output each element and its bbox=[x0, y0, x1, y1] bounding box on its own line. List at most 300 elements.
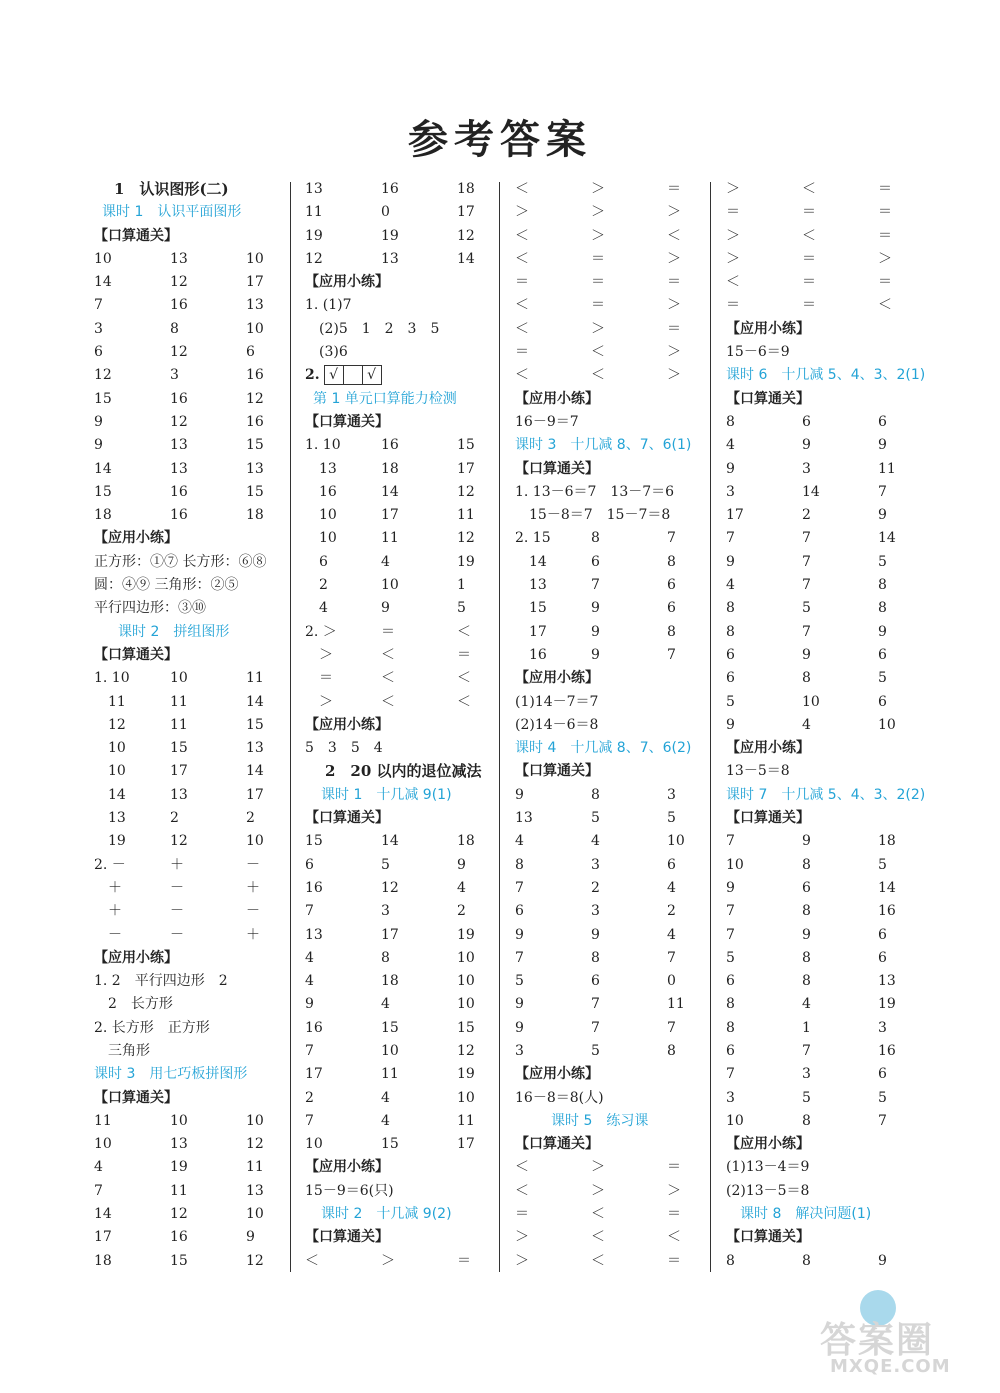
answer-cell: 13 bbox=[170, 786, 188, 803]
answer-cell: 11 bbox=[667, 996, 685, 1013]
answer-row bbox=[726, 1017, 926, 1040]
answer-row bbox=[305, 1087, 505, 1110]
answer-row bbox=[305, 504, 505, 527]
answer-cell: 12 bbox=[170, 344, 188, 361]
answer-row bbox=[726, 551, 926, 574]
answer-cell: 6 bbox=[878, 949, 887, 966]
answer-cell: ＜ bbox=[515, 1159, 529, 1176]
answer-cell: 6 bbox=[802, 879, 811, 896]
answer-row bbox=[305, 947, 505, 970]
answer-cell: 10 bbox=[94, 1136, 112, 1153]
answer-row bbox=[94, 458, 294, 481]
answer-cell: 1. 10 bbox=[305, 437, 341, 454]
answer-line bbox=[305, 411, 505, 434]
answer-cell: 4 bbox=[591, 833, 600, 850]
answer-cell: 6 bbox=[878, 646, 887, 663]
answer-cell: 14 bbox=[381, 833, 399, 850]
answer-row bbox=[305, 201, 505, 224]
answer-text: (2)14－6＝8 bbox=[515, 716, 599, 733]
answer-cell: 7 bbox=[305, 903, 314, 920]
section-heading: 【口算通关】 bbox=[305, 413, 389, 430]
answer-cell: 17 bbox=[305, 1066, 323, 1083]
answer-cell: 8 bbox=[726, 623, 735, 640]
answer-row bbox=[94, 737, 294, 760]
answer-cell: 16 bbox=[246, 413, 264, 430]
answer-row bbox=[94, 1250, 294, 1273]
answer-cell: ＞ bbox=[667, 367, 681, 384]
answer-cell: ＝ bbox=[878, 274, 892, 291]
answer-text: (1)14－7＝7 bbox=[515, 693, 599, 710]
unit-title: 1 认识图形(二) bbox=[114, 180, 229, 198]
checkbox-answer-row bbox=[305, 364, 505, 387]
answer-cell: 5 bbox=[381, 856, 390, 873]
answer-cell: 3 bbox=[94, 320, 103, 337]
answer-line bbox=[305, 318, 505, 341]
answer-row bbox=[515, 784, 715, 807]
answer-cell: 3 bbox=[878, 1019, 887, 1036]
answer-cell: 10 bbox=[94, 763, 126, 780]
answer-row bbox=[305, 621, 505, 644]
answer-line bbox=[94, 970, 294, 993]
answer-line bbox=[515, 691, 715, 714]
answer-cell: 10 bbox=[246, 1112, 264, 1129]
answer-row bbox=[94, 1226, 294, 1249]
answer-text: 2 长方形 bbox=[94, 996, 173, 1013]
answer-text: 1. (1)7 bbox=[305, 297, 352, 314]
answer-cell: 19 bbox=[94, 833, 126, 850]
answer-row bbox=[726, 458, 926, 481]
answer-row bbox=[94, 854, 294, 877]
answer-cell: 15 bbox=[170, 740, 188, 757]
answer-cell: 9 bbox=[726, 716, 735, 733]
answer-cell: 9 bbox=[878, 507, 887, 524]
answer-row bbox=[726, 574, 926, 597]
answer-text: 15－8＝7 15－7＝8 bbox=[515, 507, 671, 524]
answer-cell: 9 bbox=[878, 437, 887, 454]
answer-cell: 13 bbox=[246, 1182, 264, 1199]
answer-cell: 4 bbox=[381, 1112, 390, 1129]
answer-cell: 12 bbox=[170, 413, 188, 430]
answer-row bbox=[726, 714, 926, 737]
answer-cell: 14 bbox=[246, 763, 264, 780]
answer-cell: 8 bbox=[170, 320, 179, 337]
answer-cell: 17 bbox=[457, 460, 475, 477]
answer-cell: ＝ bbox=[591, 250, 605, 267]
answer-cell: 13 bbox=[515, 577, 547, 594]
answer-cell: 14 bbox=[457, 250, 475, 267]
answer-cell: 4 bbox=[381, 553, 390, 570]
answer-row bbox=[726, 271, 926, 294]
answer-cell: 11 bbox=[457, 1112, 475, 1129]
answer-row bbox=[94, 900, 294, 923]
answer-cell: 17 bbox=[726, 507, 744, 524]
answer-cell: ＝ bbox=[515, 1206, 529, 1223]
answer-line bbox=[94, 644, 294, 667]
answer-cell: 3 bbox=[802, 1066, 811, 1083]
answer-text: 16－8＝8(人) bbox=[515, 1089, 604, 1106]
answer-cell: 11 bbox=[457, 507, 475, 524]
answer-line bbox=[94, 574, 294, 597]
answer-row bbox=[305, 551, 505, 574]
answer-line bbox=[726, 1203, 926, 1226]
section-heading: 【应用小练】 bbox=[726, 740, 810, 757]
answer-cell: 1 bbox=[802, 1019, 811, 1036]
answer-cell: ＞ bbox=[726, 250, 740, 267]
answer-cell: 8 bbox=[726, 1019, 735, 1036]
answer-cell: 18 bbox=[246, 507, 264, 524]
answer-cell: ＝ bbox=[878, 204, 892, 221]
answer-cell: 12 bbox=[94, 367, 112, 384]
answer-row bbox=[515, 178, 715, 201]
answer-cell: 17 bbox=[246, 274, 264, 291]
answer-row bbox=[515, 341, 715, 364]
section-heading: 【应用小练】 bbox=[305, 274, 389, 291]
answer-row bbox=[515, 993, 715, 1016]
section-heading: 【应用小练】 bbox=[94, 530, 178, 547]
answer-cell: ＋ bbox=[246, 879, 260, 896]
answer-cell: 8 bbox=[667, 553, 676, 570]
answer-cell: 13 bbox=[246, 740, 264, 757]
answer-cell: ＜ bbox=[457, 693, 471, 710]
answer-cell: ＞ bbox=[381, 1252, 395, 1269]
answer-row bbox=[94, 1156, 294, 1179]
answer-cell: 9 bbox=[515, 926, 524, 943]
answer-cell: ＞ bbox=[515, 1229, 529, 1246]
answer-cell: ＞ bbox=[667, 344, 681, 361]
answer-column-1 bbox=[94, 178, 294, 1278]
answer-row bbox=[515, 1250, 715, 1273]
answer-row bbox=[305, 993, 505, 1016]
answer-cell: 8 bbox=[591, 786, 600, 803]
answer-cell: 12 bbox=[246, 1252, 264, 1269]
answer-cell: 14 bbox=[94, 1206, 112, 1223]
answer-cell: 3 bbox=[667, 786, 676, 803]
answer-row bbox=[94, 411, 294, 434]
answer-line bbox=[515, 1110, 715, 1133]
answer-row bbox=[726, 854, 926, 877]
lesson-title: 课时 3 用七巧板拼图形 bbox=[94, 1066, 248, 1083]
answer-row bbox=[726, 621, 926, 644]
answer-cell: 3 bbox=[726, 1089, 735, 1106]
answer-row bbox=[726, 970, 926, 993]
answer-row bbox=[94, 481, 294, 504]
answer-cell: 16 bbox=[170, 1229, 188, 1246]
answer-line bbox=[515, 411, 715, 434]
answer-cell: 12 bbox=[305, 250, 323, 267]
answer-cell: 4 bbox=[802, 996, 811, 1013]
answer-line bbox=[515, 388, 715, 411]
answer-cell: 8 bbox=[726, 996, 735, 1013]
answer-cell: 11 bbox=[381, 1066, 399, 1083]
answer-cell: 7 bbox=[305, 1042, 314, 1059]
answer-cell: 6 bbox=[305, 553, 328, 570]
answer-cell: ＜ bbox=[591, 344, 605, 361]
answer-cell: 8 bbox=[726, 1252, 735, 1269]
answer-row bbox=[515, 271, 715, 294]
answer-cell: 9 bbox=[94, 437, 103, 454]
answer-cell: 9 bbox=[878, 1252, 887, 1269]
answer-row bbox=[515, 201, 715, 224]
answer-cell: 16 bbox=[246, 367, 264, 384]
answer-cell: 4 bbox=[515, 833, 524, 850]
answer-cell: ＝ bbox=[802, 250, 816, 267]
answer-cell: 5 bbox=[591, 1042, 600, 1059]
answer-cell: 6 bbox=[667, 577, 676, 594]
answer-cell: 15 bbox=[381, 1019, 399, 1036]
answer-cell: ＝ bbox=[726, 204, 740, 221]
answer-line bbox=[515, 504, 715, 527]
answer-cell: ＞ bbox=[726, 181, 740, 197]
answer-cell: 4 bbox=[305, 949, 314, 966]
answer-row bbox=[515, 924, 715, 947]
answer-cell: 8 bbox=[802, 973, 811, 990]
answer-cell: ＝ bbox=[667, 1252, 681, 1269]
answer-cell: － bbox=[170, 879, 184, 896]
answer-cell: 7 bbox=[667, 530, 676, 547]
answer-cell: 3 bbox=[591, 856, 600, 873]
answer-cell: ＜ bbox=[381, 693, 395, 710]
answer-cell: 19 bbox=[457, 926, 475, 943]
answer-text: 平行四边形：③⑩ bbox=[94, 600, 206, 617]
answer-cell: 10 bbox=[246, 833, 264, 850]
answer-cell: 4 bbox=[305, 973, 314, 990]
answer-row bbox=[305, 481, 505, 504]
answer-cell: 15 bbox=[246, 716, 264, 733]
answer-cell: ＜ bbox=[591, 1252, 605, 1269]
answer-cell: ＋ bbox=[94, 903, 122, 920]
section-heading: 【应用小练】 bbox=[515, 390, 599, 407]
answer-cell: 7 bbox=[726, 926, 735, 943]
answer-cell: ＝ bbox=[305, 670, 333, 687]
answer-row bbox=[515, 1180, 715, 1203]
answer-text: 圆：④⑨ 三角形：②⑤ bbox=[94, 577, 239, 594]
answer-row bbox=[94, 271, 294, 294]
answer-cell: 8 bbox=[591, 949, 600, 966]
answer-cell: 17 bbox=[246, 786, 264, 803]
answer-line bbox=[94, 1040, 294, 1063]
answer-row bbox=[726, 993, 926, 1016]
answer-cell: 2. ＞ bbox=[305, 623, 337, 640]
answer-cell: 7 bbox=[726, 530, 735, 547]
answer-cell: 9 bbox=[726, 879, 735, 896]
answer-cell: ＜ bbox=[381, 670, 395, 687]
answer-cell: ＞ bbox=[515, 204, 529, 221]
answer-cell: ＞ bbox=[305, 646, 333, 663]
answer-row bbox=[726, 924, 926, 947]
answer-cell: 6 bbox=[878, 926, 887, 943]
answer-cell: 10 bbox=[305, 1136, 323, 1153]
answer-row bbox=[305, 830, 505, 853]
answer-line bbox=[726, 737, 926, 760]
answer-cell: 9 bbox=[94, 413, 103, 430]
answer-cell: 13 bbox=[170, 250, 188, 267]
column-divider bbox=[710, 182, 711, 1272]
answer-row bbox=[515, 947, 715, 970]
answer-row bbox=[726, 830, 926, 853]
answer-line bbox=[726, 760, 926, 783]
answer-cell: ＋ bbox=[94, 879, 122, 896]
answer-cell: 9 bbox=[515, 996, 524, 1013]
answer-line bbox=[305, 784, 505, 807]
answer-line bbox=[305, 807, 505, 830]
answer-cell: 19 bbox=[381, 227, 399, 244]
answer-line bbox=[94, 201, 294, 224]
answer-row bbox=[726, 481, 926, 504]
answer-cell: ＞ bbox=[591, 1182, 605, 1199]
answer-cell: 7 bbox=[802, 1042, 811, 1059]
answer-cell: 9 bbox=[802, 437, 811, 454]
answer-cell: 4 bbox=[802, 716, 811, 733]
answer-cell: 11 bbox=[305, 204, 323, 221]
answer-cell: 8 bbox=[515, 856, 524, 873]
answer-cell: 8 bbox=[802, 1112, 811, 1129]
answer-cell: 6 bbox=[246, 344, 255, 361]
answer-cell: 15 bbox=[457, 1019, 475, 1036]
answer-cell: ＞ bbox=[878, 250, 892, 267]
lesson-title: 课时 5 练习课 bbox=[551, 1112, 649, 1129]
answer-row bbox=[94, 248, 294, 271]
answer-cell: 4 bbox=[726, 437, 735, 454]
answer-cell: 13 bbox=[246, 460, 264, 477]
answer-cell: 9 bbox=[246, 1229, 255, 1246]
answer-line bbox=[726, 784, 926, 807]
answer-cell: 15 bbox=[246, 483, 264, 500]
answer-row bbox=[515, 294, 715, 317]
lesson-title: 课时 6 十几减 5、4、3、2(1) bbox=[726, 367, 926, 384]
answer-line bbox=[94, 551, 294, 574]
answer-row bbox=[515, 854, 715, 877]
answer-row bbox=[726, 667, 926, 690]
answer-row bbox=[94, 388, 294, 411]
answer-cell: 13 bbox=[305, 926, 323, 943]
answer-line bbox=[726, 1226, 926, 1249]
answer-cell: 13 bbox=[94, 810, 126, 827]
answer-row bbox=[726, 900, 926, 923]
answer-line bbox=[515, 1133, 715, 1156]
answer-cell: 7 bbox=[667, 949, 676, 966]
answer-cell: 13 bbox=[381, 250, 399, 267]
answer-cell: 7 bbox=[515, 879, 524, 896]
question-number: 2. bbox=[305, 367, 320, 384]
answer-cell: ＝ bbox=[667, 274, 681, 291]
answer-cell: ＝ bbox=[457, 1252, 471, 1269]
answer-cell: 8 bbox=[726, 413, 735, 430]
answer-cell: ＝ bbox=[667, 320, 681, 337]
answer-cell: ＝ bbox=[591, 297, 605, 314]
answer-cell: 8 bbox=[726, 600, 735, 617]
answer-cell: 12 bbox=[170, 274, 188, 291]
answer-cell: 6 bbox=[591, 973, 600, 990]
answer-line bbox=[515, 667, 715, 690]
answer-cell: ＞ bbox=[591, 227, 605, 244]
answer-line bbox=[305, 341, 505, 364]
section-heading: 【口算通关】 bbox=[94, 1089, 178, 1106]
answer-cell: 13 bbox=[305, 460, 337, 477]
answer-cell: 14 bbox=[515, 553, 547, 570]
answer-row bbox=[726, 178, 926, 201]
answer-cell: ＝ bbox=[515, 344, 529, 361]
answer-cell: 2 bbox=[305, 1089, 314, 1106]
answer-cell: 2. － bbox=[94, 856, 126, 873]
answer-cell: 14 bbox=[878, 530, 896, 547]
answer-text: 三角形 bbox=[94, 1042, 150, 1059]
answer-cell: 2 bbox=[667, 903, 676, 920]
answer-line bbox=[515, 737, 715, 760]
answer-cell: 10 bbox=[381, 1042, 399, 1059]
answer-cell: 14 bbox=[94, 786, 126, 803]
section-heading: 【应用小练】 bbox=[726, 320, 810, 337]
answer-cell: 7 bbox=[726, 833, 735, 850]
answer-cell: 9 bbox=[515, 786, 524, 803]
answer-cell: 7 bbox=[591, 577, 600, 594]
answer-row bbox=[305, 527, 505, 550]
answer-cell: ＞ bbox=[591, 1159, 605, 1176]
answer-row bbox=[305, 691, 505, 714]
answer-line bbox=[726, 1180, 926, 1203]
answer-line bbox=[305, 714, 505, 737]
answer-cell: 6 bbox=[591, 553, 600, 570]
answer-line bbox=[305, 388, 505, 411]
answer-cell: 3 bbox=[170, 367, 179, 384]
answer-cell: 6 bbox=[878, 693, 887, 710]
answer-cell: 16 bbox=[170, 507, 188, 524]
answer-cell: 0 bbox=[667, 973, 676, 990]
answer-cell: 4 bbox=[94, 1159, 103, 1176]
answer-cell: 15 bbox=[94, 483, 112, 500]
section-heading: 【应用小练】 bbox=[94, 949, 178, 966]
answer-cell: 5 bbox=[726, 693, 735, 710]
answer-row bbox=[305, 248, 505, 271]
answer-cell: － bbox=[170, 903, 184, 920]
answer-text: 16－9＝7 bbox=[515, 413, 579, 430]
answer-cell: 15 bbox=[381, 1136, 399, 1153]
answer-cell: 8 bbox=[802, 949, 811, 966]
answer-line bbox=[305, 1156, 505, 1179]
answer-row bbox=[305, 434, 505, 457]
section-heading: 【应用小练】 bbox=[515, 1066, 599, 1083]
answer-cell: 13 bbox=[170, 1136, 188, 1153]
answer-cell: 8 bbox=[667, 623, 676, 640]
answer-cell: ＜ bbox=[515, 1182, 529, 1199]
answer-line bbox=[515, 1063, 715, 1086]
answer-row bbox=[305, 1250, 505, 1273]
answer-cell: 10 bbox=[305, 507, 337, 524]
answer-cell: 11 bbox=[381, 530, 399, 547]
answer-cell: 18 bbox=[878, 833, 896, 850]
answer-cell: 13 bbox=[170, 437, 188, 454]
answer-cell: 10 bbox=[802, 693, 820, 710]
answer-row bbox=[515, 807, 715, 830]
answer-cell: 6 bbox=[667, 856, 676, 873]
answer-cell: 9 bbox=[591, 926, 600, 943]
answer-cell: ＜ bbox=[726, 274, 740, 291]
answer-cell: ＝ bbox=[381, 623, 395, 640]
lesson-title: 课时 2 拼组图形 bbox=[118, 623, 230, 640]
answer-line bbox=[305, 294, 505, 317]
answer-cell: ＜ bbox=[667, 227, 681, 244]
answer-cell: ＜ bbox=[381, 646, 395, 663]
answer-row bbox=[515, 318, 715, 341]
answer-cell: 6 bbox=[667, 600, 676, 617]
answer-cell: 10 bbox=[246, 250, 264, 267]
answer-cell: 10 bbox=[170, 670, 188, 687]
answer-cell: ＞ bbox=[667, 297, 681, 314]
answer-cell: 11 bbox=[878, 460, 896, 477]
answer-row bbox=[726, 201, 926, 224]
section-heading: 【口算通关】 bbox=[726, 1229, 810, 1246]
lesson-title: 课时 1 十几减 9(1) bbox=[321, 786, 452, 803]
answer-line bbox=[94, 1087, 294, 1110]
